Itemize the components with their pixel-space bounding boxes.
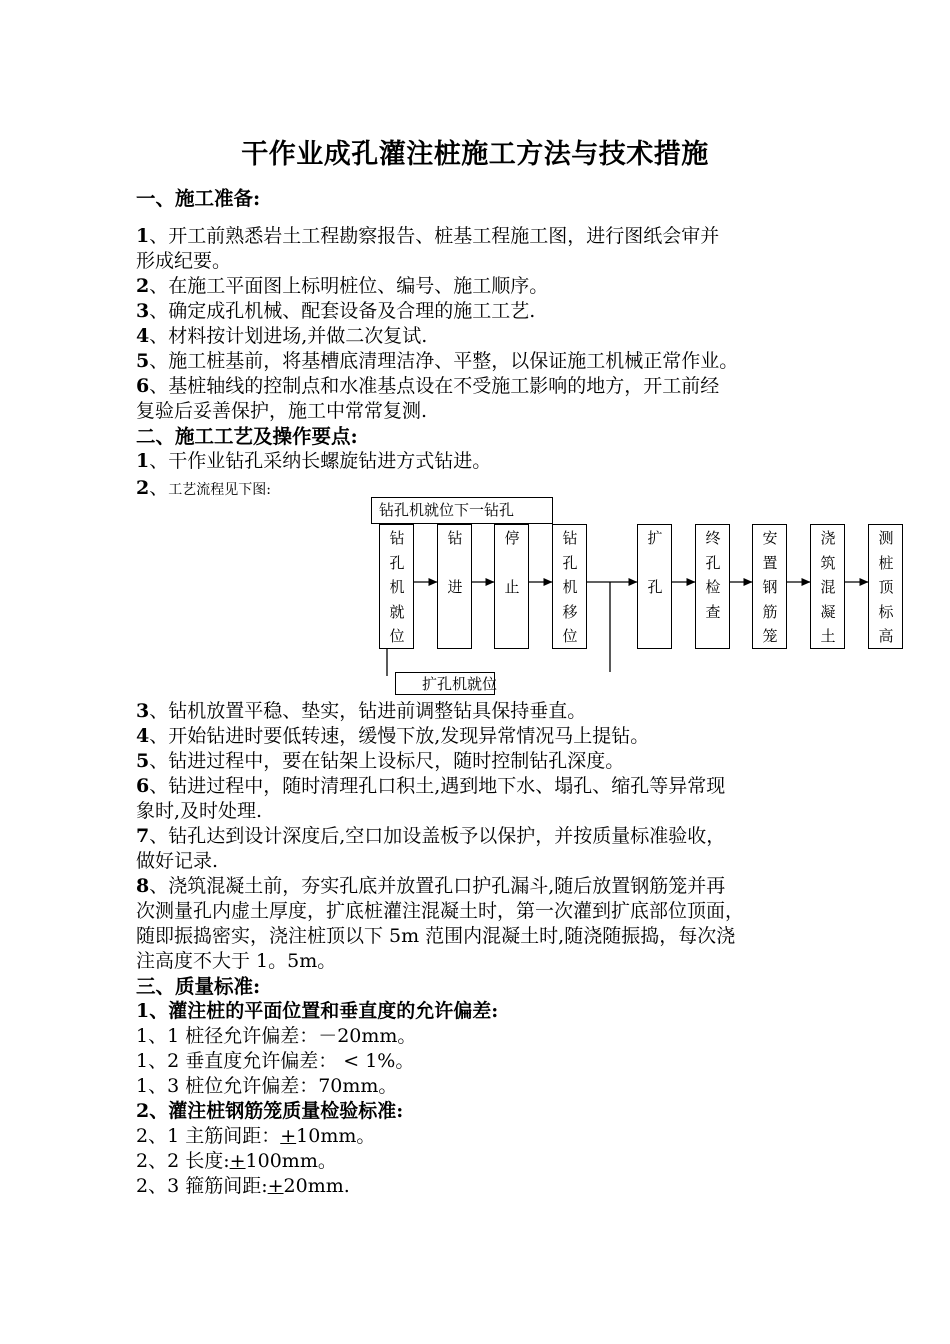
item-number: 4	[136, 325, 150, 347]
item-separator: 、	[149, 275, 169, 297]
s2-item-4	[136, 724, 649, 749]
s2-item-6	[136, 774, 725, 799]
section-2-heading: 二、施工工艺及操作要点:	[136, 425, 358, 448]
section-1-heading: 一、施工准备:	[136, 187, 261, 210]
document-title: 干作业成孔灌注桩施工方法与技术措施	[241, 139, 709, 170]
item-number: 2	[136, 477, 150, 499]
section-3-heading: 三、质量标准:	[136, 975, 261, 998]
item-number: 3	[136, 700, 150, 722]
item-text: 工艺流程见下图:	[168, 482, 271, 498]
item-text: 在施工平面图上标明桩位、编号、施工顺序。	[168, 275, 549, 297]
s3-sub2-item-2	[136, 1149, 337, 1174]
item-number: 6	[136, 375, 150, 397]
s2-item-8-continuation-2: 随即振捣密实，浇注桩顶以下 5m 范围内混凝土时,随浇随振捣，每次浇	[136, 925, 736, 947]
item-number: 3	[136, 300, 150, 322]
plus-minus-sign: +	[229, 1150, 246, 1172]
flow-step-8-box	[810, 524, 845, 649]
reaming-machine-label: 扩孔机就位	[422, 675, 498, 693]
s2-item-5	[136, 749, 624, 774]
item-separator: 、	[149, 825, 169, 847]
flow-step-9-label: 测 桩 顶 标 高	[878, 529, 894, 645]
item-number: 5	[136, 350, 150, 372]
item-number: 2	[136, 275, 150, 297]
s2-item-7	[136, 824, 725, 849]
flow-step-7-label: 安 置 钢 筋 笼	[762, 529, 778, 645]
flow-step-5-box	[637, 524, 672, 649]
flow-step-4-label: 钻 孔 机 移 位	[562, 529, 578, 645]
s2-item-8-continuation-3: 注高度不大于 1。5m。	[136, 950, 337, 972]
s1-item-6-continuation: 复验后妥善保护，施工中常常复测.	[136, 400, 428, 422]
item-text: 钻孔达到设计深度后,空口加设盖板予以保护，并按质量标准验收，	[168, 825, 726, 847]
flow-step-8-label: 浇 筑 混 凝 土	[820, 529, 836, 645]
item-text: 材料按计划进场,并做二次复试.	[168, 325, 428, 347]
s3-sub2-heading: 2、灌注桩钢筋笼质量检验标准:	[136, 1100, 404, 1122]
item-value: 10mm。	[296, 1125, 376, 1147]
plus-minus-sign: +	[280, 1125, 297, 1147]
flow-step-3-box	[494, 524, 529, 649]
item-separator: 、	[149, 875, 169, 897]
item-text: 浇筑混凝土前，夯实孔底并放置孔口护孔漏斗,随后放置钢筋笼并再	[168, 875, 726, 897]
flow-step-6-box	[695, 524, 730, 649]
item-value: 100mm。	[245, 1150, 337, 1172]
s2-item-8-continuation: 次测量孔内虚土厚度，扩底桩灌注混凝土时，第一次灌到扩底部位顶面，	[136, 900, 745, 922]
item-text: 2、2 长度:	[136, 1150, 230, 1172]
flow-step-6-label: 终 孔 检 查	[705, 529, 721, 621]
item-text: 干作业钻孔采纳长螺旋钻进方式钻进。	[168, 450, 492, 472]
item-separator: 、	[149, 300, 169, 322]
item-value: 20mm.	[283, 1175, 350, 1197]
item-number: 5	[136, 750, 150, 772]
item-number: 1	[136, 450, 150, 472]
next-hole-box	[371, 497, 553, 524]
item-text: 2、1 主筋间距：	[136, 1125, 281, 1147]
flow-step-7-box	[752, 524, 787, 649]
s3-sub2-item-3	[136, 1174, 350, 1199]
item-text: 2、3 箍筋间距:	[136, 1175, 268, 1197]
s2-item-8	[136, 874, 725, 899]
s3-sub1-item-1: 1、1 桩径允许偏差：－20mm。	[136, 1025, 417, 1047]
item-separator: 、	[149, 225, 169, 247]
item-number: 7	[136, 825, 150, 847]
item-separator: 、	[149, 325, 169, 347]
item-separator: 、	[149, 750, 169, 772]
item-text: 确定成孔机械、配套设备及合理的施工工艺.	[168, 300, 536, 322]
reaming-machine-box	[395, 672, 498, 695]
s2-item-6-continuation: 象时,及时处理.	[136, 800, 263, 822]
s2-item-3	[136, 699, 586, 724]
item-number: 4	[136, 725, 150, 747]
item-separator: 、	[149, 350, 169, 372]
flow-step-5-label: 扩 孔	[647, 529, 663, 596]
item-text: 开始钻进时要低转速，缓慢下放,发现异常情况马上提钻。	[168, 725, 650, 747]
flow-step-3-label: 停 止	[504, 529, 520, 596]
item-number: 8	[136, 875, 150, 897]
item-text: 钻进过程中，随时清理孔口积土,遇到地下水、塌孔、缩孔等异常现	[168, 775, 726, 797]
s3-sub1-item-2: 1、2 垂直度允许偏差： < 1%。	[136, 1050, 415, 1072]
next-hole-label: 钻孔机就位下一钻孔	[379, 501, 515, 519]
flow-step-1-box	[379, 524, 414, 649]
s3-sub2-item-1	[136, 1124, 375, 1149]
s2-item-7-continuation: 做好记录.	[136, 850, 219, 872]
item-number: 6	[136, 775, 150, 797]
item-separator: 、	[149, 775, 169, 797]
item-text: 钻进过程中，要在钻架上设标尺，随时控制钻孔深度。	[168, 750, 625, 772]
flow-step-2-box	[437, 524, 472, 649]
item-separator: 、	[149, 375, 169, 397]
item-separator: 、	[149, 725, 169, 747]
s3-sub1-item-3: 1、3 桩位允许偏差：70mm。	[136, 1075, 398, 1097]
item-separator: 、	[149, 450, 169, 472]
flow-step-9-box	[868, 524, 903, 649]
item-text: 钻机放置平稳、垫实，钻进前调整钻具保持垂直。	[168, 700, 587, 722]
item-text: 开工前熟悉岩土工程勘察报告、桩基工程施工图，进行图纸会审并	[168, 225, 720, 247]
item-separator: 、	[149, 700, 169, 722]
s1-item-1-continuation: 形成纪要。	[136, 250, 232, 272]
flow-step-1-label: 钻 孔 机 就 位	[389, 529, 405, 645]
item-text: 施工桩基前，将基槽底清理洁净、平整，以保证施工机械正常作业。	[168, 350, 739, 372]
item-number: 1	[136, 225, 150, 247]
item-separator: 、	[149, 477, 169, 499]
s3-sub1-heading: 1、灌注桩的平面位置和垂直度的允许偏差:	[136, 1000, 499, 1022]
item-text: 基桩轴线的控制点和水准基点设在不受施工影响的地方，开工前经	[168, 375, 720, 397]
flow-step-2-label: 钻 进	[447, 529, 463, 596]
flow-step-4-box	[552, 524, 587, 649]
plus-minus-sign: +	[267, 1175, 284, 1197]
